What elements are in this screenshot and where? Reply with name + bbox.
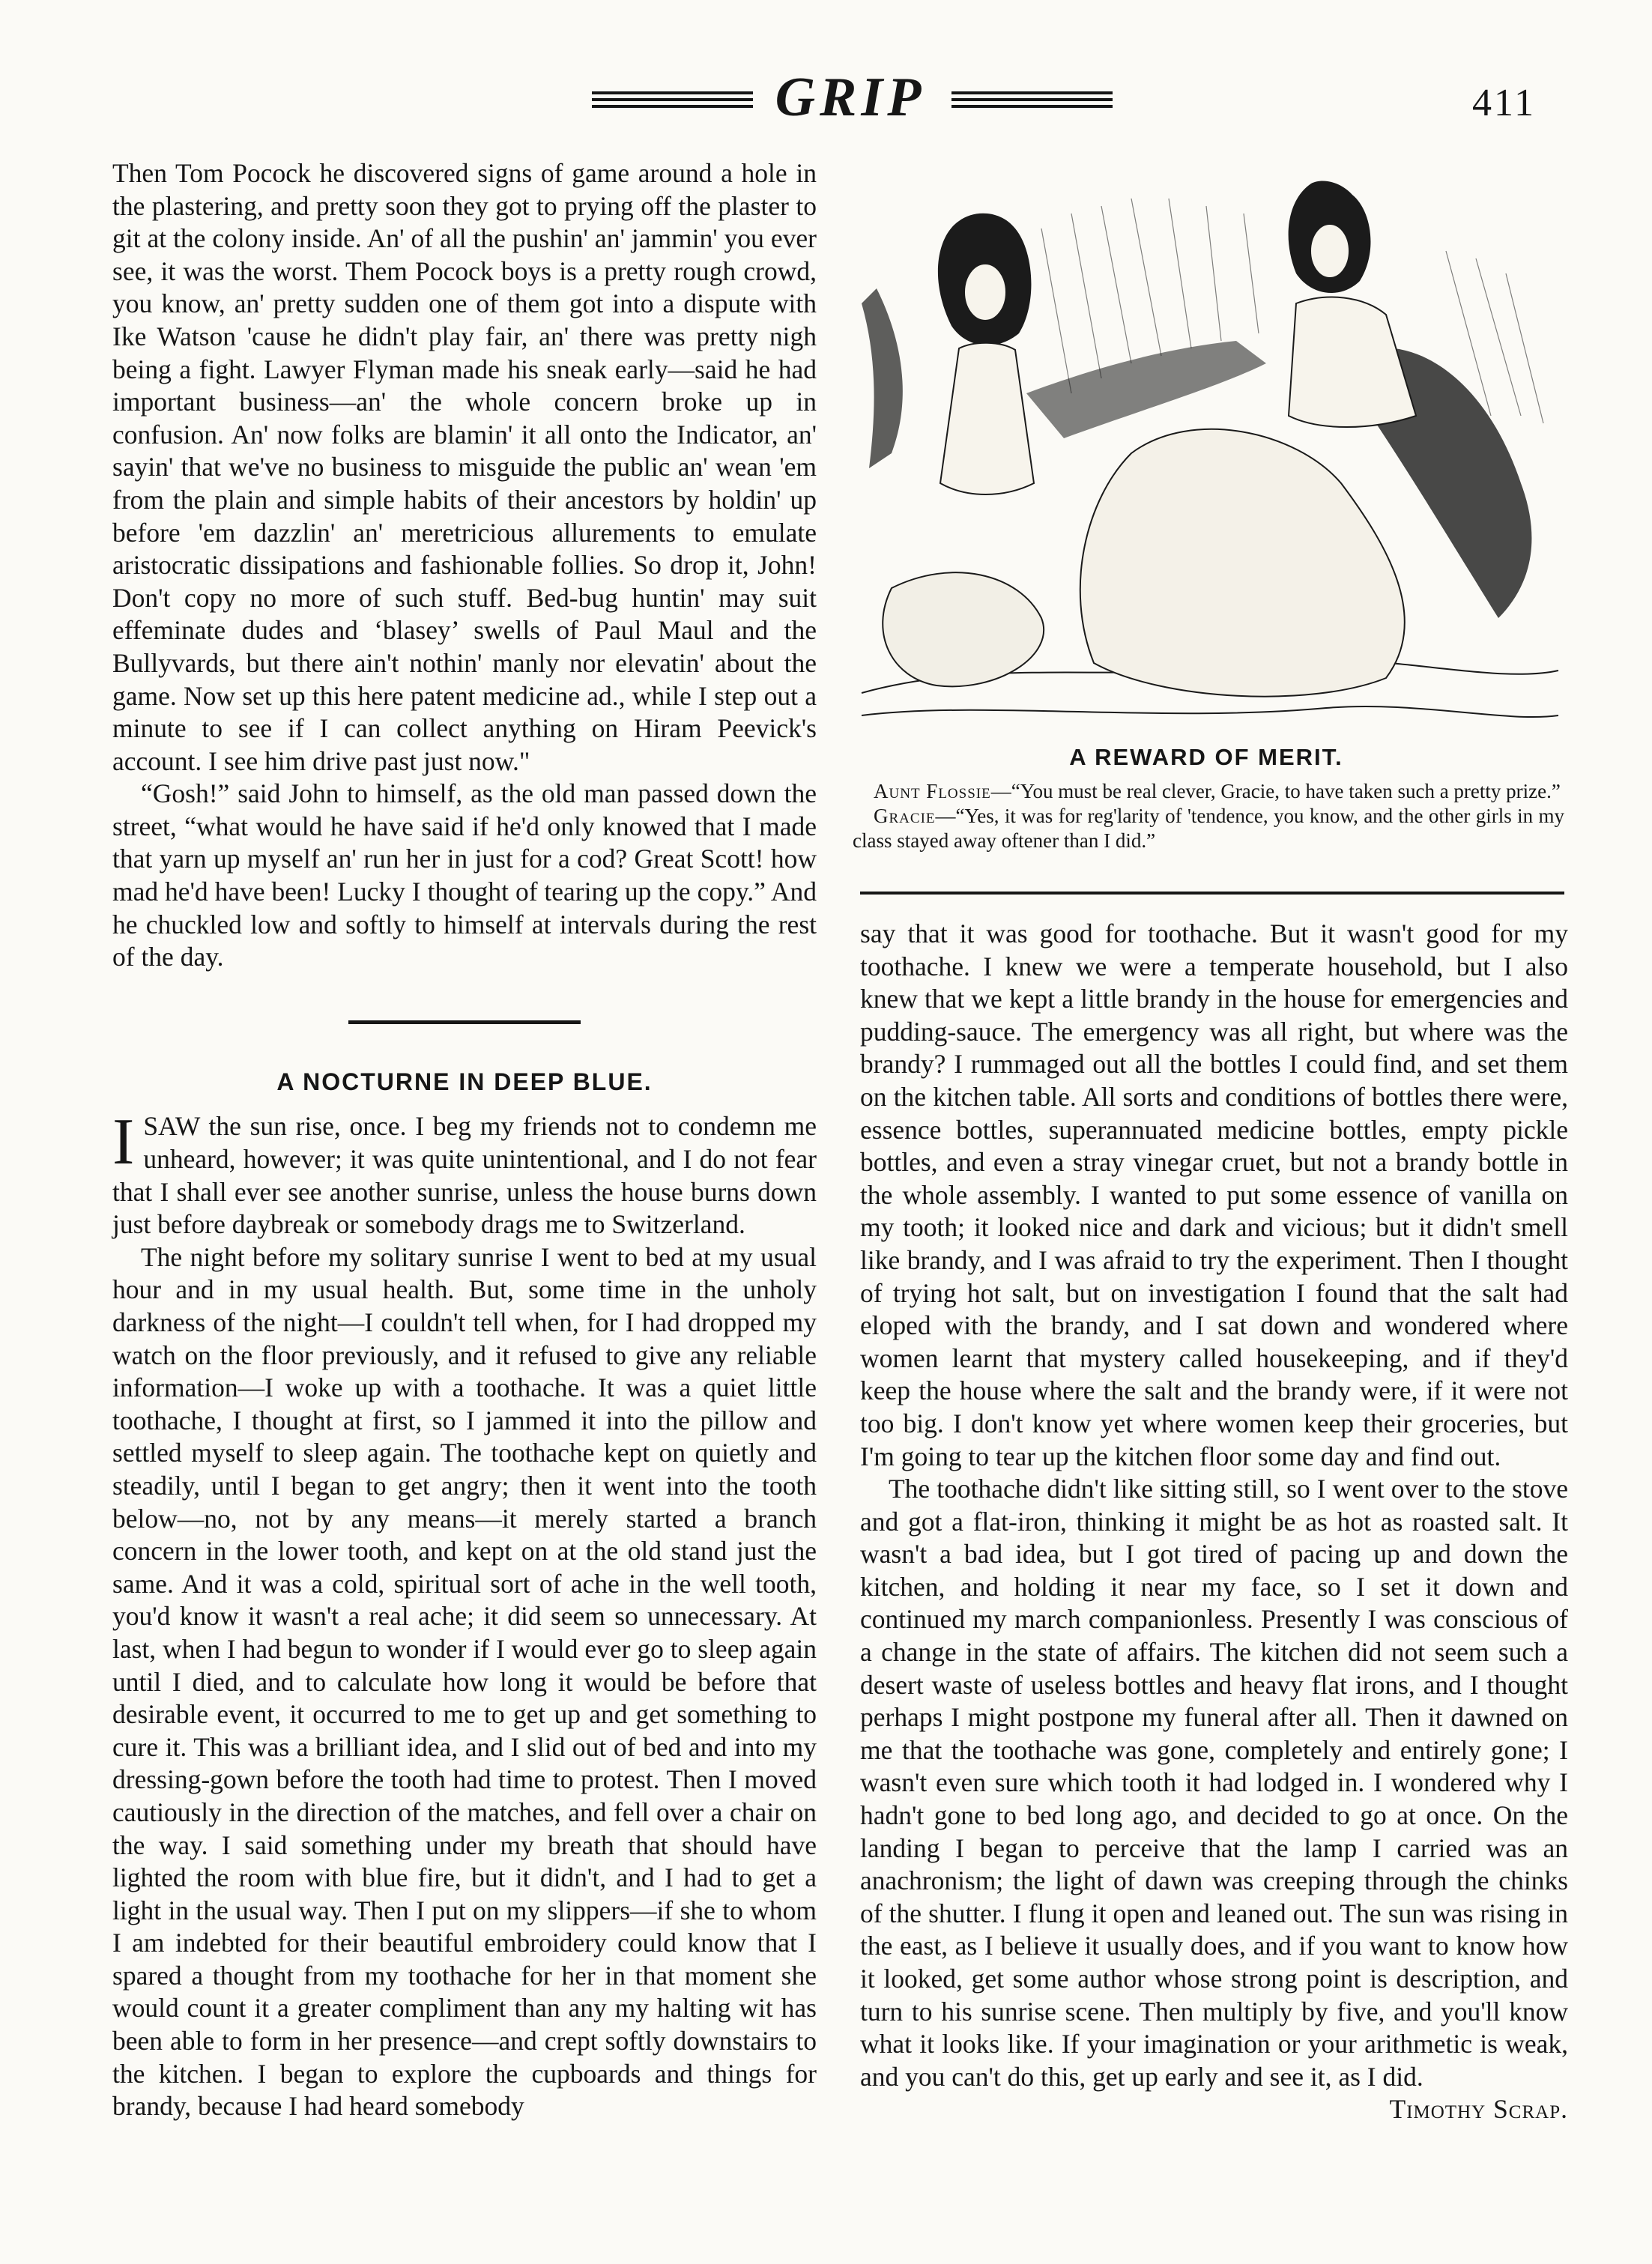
- illustration-dialogue: [853, 779, 1564, 853]
- article-title: A NOCTURNE IN DEEP BLUE.: [276, 1068, 653, 1095]
- page-header: [0, 66, 1652, 133]
- illustration-two-women-seated: [847, 169, 1566, 738]
- article-final-text: The toothache didn't like sitting still, so I went over to the stove and got a flat-iron, thinking it might be as hot as roasted salt. It wasn't a bad idea, but I got tired of pacing up and down the kitchen, and holding it near my face, so I set it down and continued my march companionless. Presently I was conscious of a change in the state of affairs. The kitchen did not seem such a desert waste of useless bottles and heavy flat irons, and I thought perhaps I might postpone my funeral after all. Then it dawned on me that the toothache was gone, completely and entirely gone; I wasn't even sure which tooth it had lodged in. I wondered why I hadn't gone to bed long ago, and decided to go at once. On the landing I began to perceive that the lamp I carried was an anachronism; the light of dawn was creeping through the chinks of the shutter. I flung it open and leaned out. The sun was rising in the east, as I believe it usually does, and if you want to know how it looked, get some author whose strong point is description, and turn to his sunrise scene. Then multiply by five, and you'll know what it looks like. If your imagination or your arithmetic is weak, and you can't do this, get up early and see it, as I did.: [860, 1474, 1568, 2092]
- story-continuation-paragraph: Then Tom Pocock he discovered signs of game around a hole in the plastering, and pretty soon they got to prying off the plaster to git at the colony inside. An' of all the pushin' an' jammin' you ever see, it was the worst. Them Pocock boys is a pretty rough crowd, you know, an' pretty sudden one of them got into a dispute with Ike Watson 'cause he didn't play fair, an' there was pretty nigh being a fight. Lawyer Flyman made his sneak early—said he had important business—an' the whole concern broke up in confusion. An' now folks are blamin' it all onto the Indicator, an' sayin' that we've no business to misguide the public an' wean 'em from the plain and simple habits of their ancestors by holdin' up before 'em dazzlin' an' meretricious allurements to emulate aristocratic dissipations and fashionable follies. So drop it, John! Don't copy no more of such stuff. Bed-bug huntin' may suit effeminate dudes and ‘blasey’ swells of Paul Maul and the Bullyvards, but there ain't nothin' manly nor elevatin' about the game. Now set up this here patent medicine ad., while I step out a minute to see if I can collect anything on Hiram Peevick's account. I see him drive past just now.": [112, 158, 817, 776]
- story-closing-paragraph: “Gosh!” said John to himself, as the old man passed down the street, “what would he have said if he'd only knowed that I made that yarn up myself an' run her in just for a cod? Great Scott! how mad he'd have been! Lucky I thought of tearing up the copy.” And he chuckled low and softly to himself at intervals during the rest of the day.: [112, 778, 817, 972]
- article-paragraph: The night before my solitary sunrise I went to bed at my usual hour and in my usual health. But, some time in the unholy darkness of the night—I couldn't tell when, for I had dropped my watch on the floor previously, and it refused to give any reliable information—I woke up with a toothache. It was a quiet little toothache, I thought at first, so I jammed it into the pillow and settled myself to sleep again. The toothache kept on quietly and steadily, until I began to get angry; then it went into the tooth below—no, not by any means—it merely started a branch concern in the lower tooth, and kept on at the old stand just the same. And it was a cold, spiritual sort of ache in the well tooth, you'd know it wasn't a real ache; it did seem so unnecessary. At last, when I had begun to wonder if I would ever go to sleep again until I died, and to calculate how long it would be before that desirable event, it occurred to me to get up and get something to cure it. This was a brilliant idea, and I slid out of bed and into my dressing-gown before the tooth had time to protest. Then I moved cautiously in the direction of the matches, and fell over a chair on the way. I said something under my breath that should have lighted the room with blue fire, but it didn't, and I had to get a light in the usual way. Then I put on my slippers—if she to whom I am indebted for their beautiful embroidery could know that I spared a thought from my toothache for her in that moment she would count it a greater compliment than any my halting wit has been able to form in her presence—and crept softly downstairs to the kitchen. I began to explore the cupboards and things for brandy, because I had heard somebody: [112, 1241, 817, 2122]
- article-final-paragraph: [860, 1473, 1568, 2125]
- author-signature: Timothy Scrap.: [1389, 2094, 1568, 2125]
- article-opening-paragraph: [112, 1106, 817, 1241]
- section-divider: [348, 1020, 581, 1024]
- page-number: 411: [1472, 82, 1537, 124]
- masthead-rule-left: [592, 91, 753, 112]
- masthead: GRIP: [775, 67, 926, 128]
- dialogue-text-2: —“Yes, it was for reg'larity of 'tendence, you know, and the other girls in my class stayed away oftener than I did.”: [853, 805, 1564, 852]
- drop-cap: I: [112, 1106, 135, 1179]
- article-paragraph-continued: say that it was good for toothache. But it wasn't good for my toothache. I knew we were a temperate household, but I also knew that we kept a little brandy in the house for emergencies and pudding-sauce. The emergency was all right, but where was the brandy? I rummaged out all the bottles I could find, and set them on the kitchen table. All sorts and conditions of bottles there were, essence bottles, superannuated medicine bottles, empty pickle bottles, and even a stray vinegar cruet, but not a brandy bottle in the whole assembly. I wanted to put some essence of vanilla on my tooth; it looked nice and dark and vicious; but it didn't smell like brandy, and I was afraid to try the experiment. Then I thought of trying hot salt, but on investigation I found that the salt had eloped with the brandy, and I sat down and wondered where women learnt that mystery called housekeeping, and if they'd keep the house where the salt and the brandy were, if it were not too big. I don't know yet where women keep their groceries, but I'm going to tear up the kitchen floor some day and find out.: [860, 918, 1568, 1471]
- article-opening-text: SAW the sun rise, once. I beg my friends not to condemn me unheard, however; it was quite unintentional, and I do not fear that I shall ever see another sunrise, unless the house burns down just before daybreak or somebody drags me to Switzerland.: [112, 1111, 817, 1240]
- speaker-gracie: Gracie: [874, 805, 936, 827]
- dialogue-line-2: [853, 804, 1564, 853]
- left-column: [112, 157, 817, 2123]
- illustration-title: A REWARD OF MERIT.: [1069, 744, 1343, 770]
- masthead-rule-right: [951, 91, 1113, 112]
- dialogue-line-1: [853, 779, 1564, 804]
- dialogue-text-1: —“You must be real clever, Gracie, to have taken such a pretty prize.”: [990, 780, 1561, 802]
- speaker-aunt-flossie: Aunt Flossie: [874, 780, 991, 802]
- caption-rule: [860, 892, 1564, 895]
- right-column: [860, 918, 1568, 2126]
